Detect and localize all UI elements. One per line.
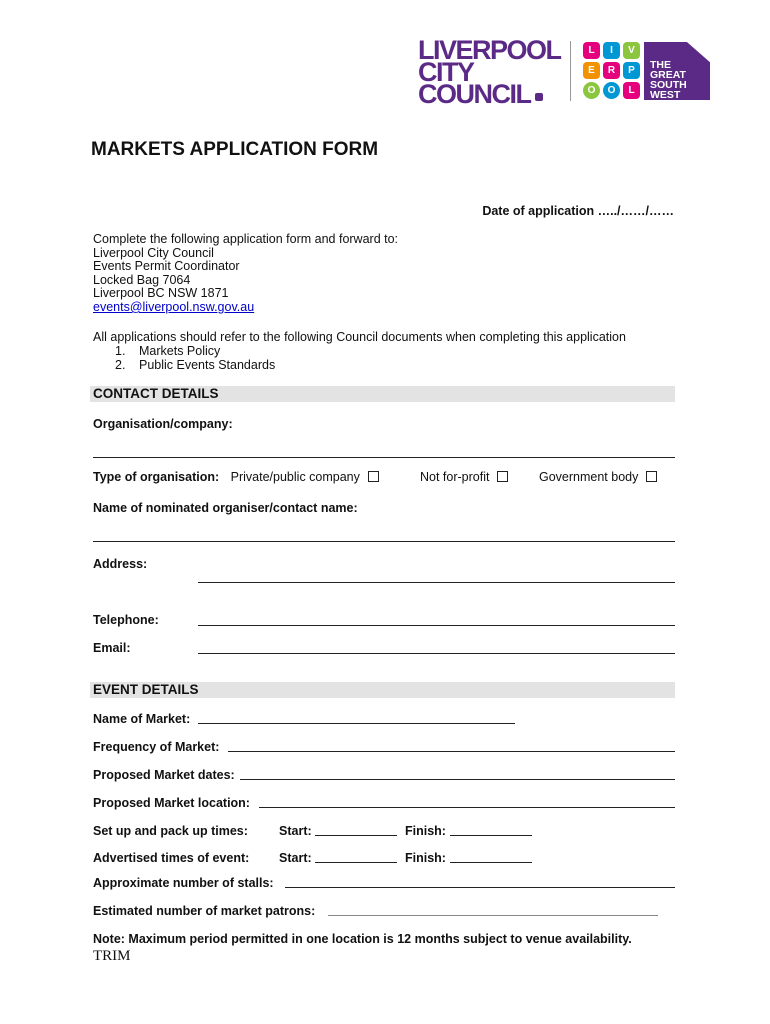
frequency-label: Frequency of Market: (93, 740, 220, 754)
address-field[interactable] (198, 582, 675, 583)
type-option-label: Not for-profit (420, 470, 490, 484)
logo-line-2: CITY (418, 57, 474, 87)
documents-item-number: 2. (115, 358, 126, 372)
type-option-government (539, 470, 657, 484)
logo-line-3: COUNCIL (418, 79, 531, 109)
documents-item (93, 344, 626, 358)
email-field[interactable] (198, 653, 675, 654)
not-for-profit-checkbox[interactable] (497, 471, 508, 482)
market-location-field[interactable] (259, 807, 675, 808)
trim-label: TRIM (93, 948, 131, 964)
market-dates-label: Proposed Market dates: (93, 768, 235, 782)
market-name-label: Name of Market: (93, 712, 191, 726)
event-details-header: EVENT DETAILS (90, 682, 675, 698)
organisation-label: Organisation/company: (93, 417, 233, 431)
documents-intro: All applications should refer to the following Council documents when completing this application (93, 330, 626, 344)
documents-item-label: Public Events Standards (139, 358, 276, 372)
logo-tile: I (603, 42, 620, 59)
logo-divider (570, 41, 571, 101)
logo-dot (535, 93, 543, 101)
contact-name-label: Name of nominated organiser/contact name: (93, 501, 358, 515)
logo-tile: P (623, 62, 640, 79)
contact-details-header: CONTACT DETAILS (90, 386, 675, 402)
advertised-finish-field[interactable] (450, 862, 532, 863)
tagline-2: GREAT (650, 69, 686, 81)
logo-tile: O (603, 82, 620, 99)
address-label: Address: (93, 557, 148, 571)
logo-tile: V (623, 42, 640, 59)
setup-finish-field[interactable] (450, 835, 532, 836)
documents-item-number: 1. (115, 344, 126, 358)
setup-times-label: Set up and pack up times: (93, 824, 248, 838)
patrons-field[interactable] (328, 915, 658, 916)
documents-item-label: Markets Policy (139, 344, 221, 358)
patrons-label: Estimated number of market patrons: (93, 904, 316, 918)
setup-finish-label: Finish: (405, 824, 446, 838)
email-label: Email: (93, 641, 131, 655)
intro-line: Locked Bag 7064 (93, 272, 191, 287)
market-location-label: Proposed Market location: (93, 796, 250, 810)
stalls-label: Approximate number of stalls: (93, 876, 274, 890)
logo-tile: L (623, 82, 640, 99)
advertised-finish-label: Finish: (405, 851, 446, 865)
logo-line-1: LIVERPOOL (418, 35, 561, 65)
documents-item (93, 358, 626, 372)
logo-tile: E (583, 62, 600, 79)
government-body-checkbox[interactable] (646, 471, 657, 482)
date-of-application: Date of application …../……/…… (482, 204, 674, 218)
private-company-checkbox[interactable] (368, 471, 379, 482)
email-link[interactable]: events@liverpool.nsw.gov.au (93, 299, 255, 314)
type-option-not-for-profit (420, 470, 508, 484)
note-text: Note: Maximum period permitted in one location is 12 months subject to venue availability. (93, 932, 632, 946)
type-option-label: Government body (539, 470, 639, 484)
tagline-1: THE (650, 59, 671, 71)
market-name-field[interactable] (198, 723, 515, 724)
intro-line: Liverpool BC NSW 1871 (93, 286, 229, 301)
tagline-4: WEST (650, 89, 681, 101)
advertised-times-label: Advertised times of event: (93, 851, 250, 865)
page-title: MARKETS APPLICATION FORM (91, 139, 379, 160)
telephone-label: Telephone: (93, 613, 159, 627)
intro-line: Liverpool City Council (93, 245, 214, 260)
stalls-field[interactable] (285, 887, 675, 888)
tagline-3: SOUTH (650, 79, 687, 91)
logo-tile: L (583, 42, 600, 59)
intro-line: Complete the following application form and forward to: (93, 232, 399, 246)
logo-tile: R (603, 62, 620, 79)
telephone-field[interactable] (198, 625, 675, 626)
type-option-private: Private/public company (230, 470, 360, 484)
logo-tile: O (583, 82, 600, 99)
frequency-field[interactable] (228, 751, 675, 752)
type-label: Type of organisation: (93, 470, 220, 484)
intro-line: Events Permit Coordinator (93, 259, 240, 274)
advertised-start-label: Start: (279, 851, 312, 865)
advertised-start-field[interactable] (315, 862, 397, 863)
contact-name-field[interactable] (93, 541, 675, 542)
type-of-organisation-row (93, 470, 675, 484)
intro-block (93, 233, 398, 315)
setup-start-field[interactable] (315, 835, 397, 836)
documents-block (93, 330, 626, 372)
setup-start-label: Start: (279, 824, 312, 838)
organisation-field[interactable] (93, 457, 675, 458)
market-dates-field[interactable] (240, 779, 675, 780)
